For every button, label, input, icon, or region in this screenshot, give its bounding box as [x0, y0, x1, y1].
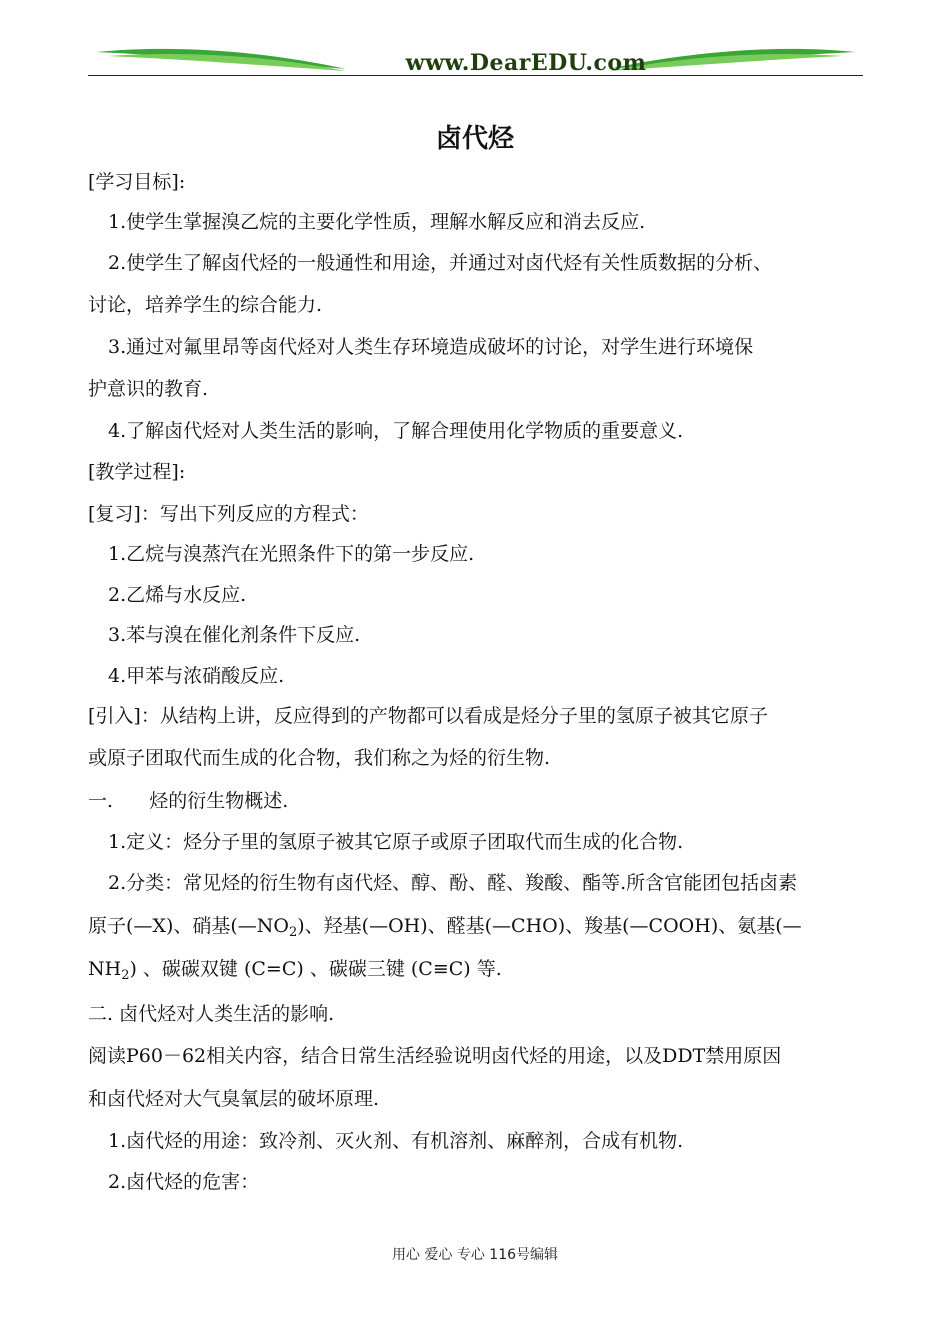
- page-title: 卤代烃: [435, 124, 514, 154]
- goal-1: 1.使学生掌握溴乙烷的主要化学性质，理解水解反应和消去反应.: [108, 211, 646, 233]
- reading-line-1: 阅读P60－62相关内容，结合日常生活经验说明卤代烃的用途，以及DDT禁用原因: [88, 1045, 782, 1067]
- process-heading: [教学过程]:: [88, 461, 186, 483]
- review-3: 3.苯与溴在催化剂条件下反应.: [108, 624, 361, 646]
- goals-heading: [学习目标]:: [88, 171, 186, 193]
- part-2-heading: 二. 卤代烃对人类生活的影响.: [88, 1003, 335, 1025]
- goal-3-line-1: 3.通过对氟里昂等卤代烃对人类生存环境造成破坏的讨论，对学生进行环境保: [108, 336, 754, 358]
- review-4: 4.甲苯与浓硝酸反应.: [108, 665, 285, 687]
- classification-line-2: 原子(—X)、硝基$(—NO_2)$、羟基(—OH)、醛基(—CHO)、羧基(—COOH)、氨基(—: [88, 915, 802, 940]
- part-1-heading: 一. 烃的衍生物概述.: [88, 790, 289, 812]
- intro-line-1: [引入]：从结构上讲，反应得到的产物都可以看成是烃分子里的氢原子被其它原子: [88, 705, 768, 727]
- review-heading: [复习]：写出下列反应的方程式：: [88, 503, 369, 525]
- header-divider: [88, 75, 863, 76]
- header-logo-banner: [88, 42, 863, 78]
- definition: 1.定义：烃分子里的氢原子被其它原子或原子团取代而生成的化合物.: [108, 831, 684, 853]
- logo-text: www.DearEDU.com: [405, 50, 647, 76]
- intro-line-2: 或原子团取代而生成的化合物，我们称之为烃的衍生物.: [88, 747, 551, 769]
- classification-line-1: 2.分类：常见烃的衍生物有卤代烃、醇、酚、醛、羧酸、酯等.所含官能团包括卤素: [108, 872, 798, 894]
- review-2: 2.乙烯与水反应.: [108, 584, 247, 606]
- goal-2-line-2: 讨论，培养学生的综合能力.: [88, 294, 323, 316]
- goal-2-line-1: 2.使学生了解卤代烃的一般通性和用途，并通过对卤代烃有关性质数据的分析、: [108, 252, 773, 274]
- goal-4: 4.了解卤代烃对人类生活的影响，了解合理使用化学物质的重要意义.: [108, 420, 684, 442]
- page-footer: 用心 爱心 专心 116号编辑: [391, 1247, 559, 1263]
- classification-line-3: $NH_2$) 、碳碳双键 (C=C) 、碳碳三键 (C≡C) 等.: [88, 958, 502, 983]
- review-1: 1.乙烷与溴蒸汽在光照条件下的第一步反应.: [108, 543, 475, 565]
- haloalkane-harm: 2.卤代烃的危害：: [108, 1171, 260, 1193]
- reading-line-2: 和卤代烃对大气臭氧层的破坏原理.: [88, 1088, 380, 1110]
- haloalkane-uses: 1.卤代烃的用途：致冷剂、灭火剂、有机溶剂、麻醉剂，合成有机物.: [108, 1130, 684, 1152]
- goal-3-line-2: 护意识的教育.: [88, 378, 209, 400]
